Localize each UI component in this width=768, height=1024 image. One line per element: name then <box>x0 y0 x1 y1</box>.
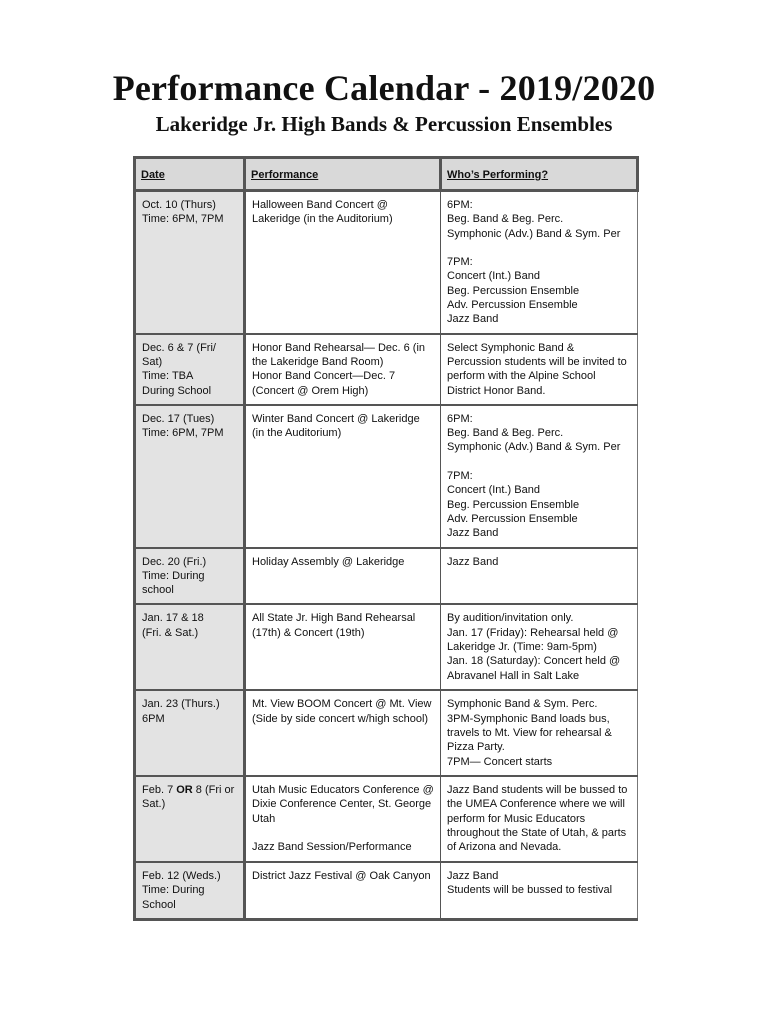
performance-calendar-table <box>133 156 639 921</box>
page-title: Performance Calendar - 2019/2020 <box>112 68 656 108</box>
header-who-performing: Who’s Performing? <box>441 158 638 191</box>
who-performing-cell: Jazz Band <box>441 548 638 605</box>
performance-cell: District Jazz Festival @ Oak Canyon <box>245 862 441 919</box>
table-row <box>135 405 638 548</box>
header-performance: Performance <box>245 158 441 191</box>
table-row <box>135 690 638 775</box>
table-row <box>135 776 638 862</box>
table-row <box>135 604 638 690</box>
performance-cell: Holiday Assembly @ Lakeridge <box>245 548 441 605</box>
table-row <box>135 862 638 919</box>
date-cell: Oct. 10 (Thurs) Time: 6PM, 7PM <box>135 191 245 334</box>
performance-cell: Honor Band Rehearsal— Dec. 6 (in the Lakeridge Band Room) Honor Band Concert—Dec. 7 (Concert @ Orem High) <box>245 334 441 405</box>
who-performing-cell: By audition/invitation only. Jan. 17 (Friday): Rehearsal held @ Lakeridge Jr. (Time: 9am-5pm) Jan. 18 (Saturday): Concert held @ Abravanel Hall in Salt Lake <box>441 604 638 690</box>
date-cell: Feb. 12 (Weds.) Time: During School <box>135 862 245 919</box>
who-performing-cell: 6PM: Beg. Band & Beg. Perc. Symphonic (Adv.) Band & Sym. Per 7PM: Concert (Int.) Band Beg. Percussion Ensemble Adv. Percussion Ensemble Jazz Band <box>441 405 638 548</box>
table-row <box>135 191 638 334</box>
who-performing-cell: Jazz Band students will be bussed to the UMEA Conference where we will perform for Music Educators throughout the State of Utah, & parts of Arizona and Nevada. <box>441 776 638 862</box>
who-performing-cell: Jazz Band Students will be bussed to festival <box>441 862 638 919</box>
date-cell <box>135 776 245 862</box>
performance-cell: Mt. View BOOM Concert @ Mt. View (Side by side concert w/high school) <box>245 690 441 775</box>
who-performing-cell: Symphonic Band & Sym. Perc. 3PM-Symphonic Band loads bus, travels to Mt. View for rehearsal & Pizza Party. 7PM— Concert starts <box>441 690 638 775</box>
page-subtitle: Lakeridge Jr. High Bands & Percussion Ensembles <box>155 112 613 136</box>
date-cell: Jan. 23 (Thurs.) 6PM <box>135 690 245 775</box>
date-cell: Dec. 20 (Fri.) Time: During school <box>135 548 245 605</box>
performance-cell: Winter Band Concert @ Lakeridge (in the Auditorium) <box>245 405 441 548</box>
date-cell: Dec. 17 (Tues) Time: 6PM, 7PM <box>135 405 245 548</box>
performance-cell: Halloween Band Concert @ Lakeridge (in the Auditorium) <box>245 191 441 334</box>
performance-cell: Utah Music Educators Conference @ Dixie Conference Center, St. George Utah Jazz Band Session/Performance <box>245 776 441 862</box>
date-emphasis: OR <box>176 783 193 796</box>
who-performing-cell: Select Symphonic Band & Percussion students will be invited to perform with the Alpine School District Honor Band. <box>441 334 638 405</box>
table-header-row <box>135 158 638 191</box>
date-text: Feb. 7 <box>142 783 177 796</box>
table-row <box>135 334 638 405</box>
performance-cell: All State Jr. High Band Rehearsal (17th) & Concert (19th) <box>245 604 441 690</box>
who-performing-cell: 6PM: Beg. Band & Beg. Perc. Symphonic (Adv.) Band & Sym. Per 7PM: Concert (Int.) Band Beg. Percussion Ensemble Adv. Percussion Ensemble Jazz Band <box>441 191 638 334</box>
header-date: Date <box>135 158 245 191</box>
table-row <box>135 548 638 605</box>
date-cell: Jan. 17 & 18 (Fri. & Sat.) <box>135 604 245 690</box>
date-text: 8 (Fri or Sat.) <box>142 783 235 811</box>
date-cell: Dec. 6 & 7 (Fri/ Sat) Time: TBA During School <box>135 334 245 405</box>
